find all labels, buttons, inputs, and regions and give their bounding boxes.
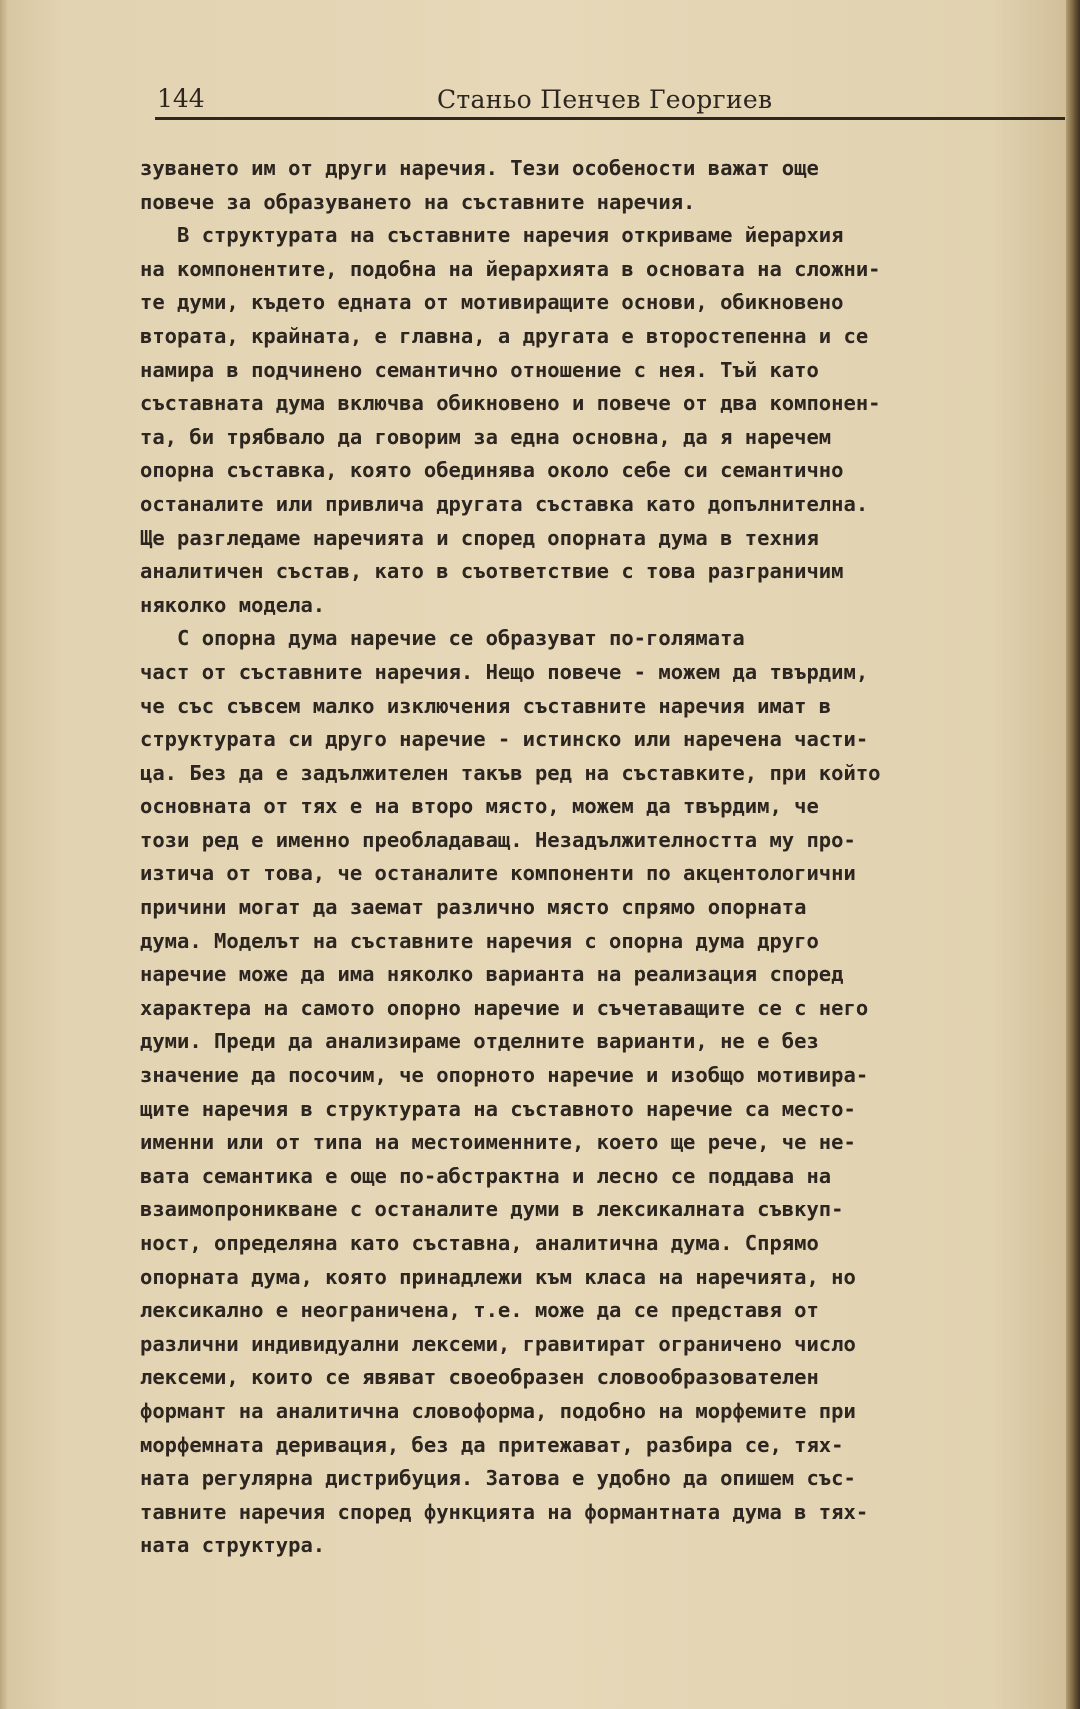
- page-number: 144: [157, 84, 205, 113]
- text-line: ност, определяна като съставна, аналитична дума. Спрямо: [140, 1231, 819, 1255]
- text-line: щите наречия в структурата на съставното наречие са место-: [140, 1096, 856, 1121]
- text-line: причини могат да заемат различно място спрямо опорната: [140, 895, 807, 920]
- text-line: характера на самото опорно наречие и съчетаващите се с него: [140, 995, 869, 1020]
- text-line: та, би трябвало да говорим за една основна, да я наречем: [140, 424, 832, 449]
- text-line: на компонентите, подобна на йерархията в основата на сложни-: [140, 256, 881, 281]
- text-line: вата семантика е още по-абстрактна и лесно се поддава на: [140, 1163, 832, 1188]
- text-line: В структурата на съставните наречия откриваме йерархия: [140, 223, 844, 248]
- text-line: именни или от типа на местоименните, което ще рече, че не-: [140, 1130, 856, 1155]
- text-line: зуването им от други наречия. Тези особености важат още: [140, 156, 819, 180]
- text-line: ната регулярна дистрибуция. Затова е удобно да опишем със-: [140, 1466, 856, 1491]
- text-line: С опорна дума наречие се образуват по-голямата: [140, 626, 745, 651]
- header-rule: [155, 117, 1065, 120]
- text-line: структурата си друго наречие - истинско или наречена части-: [140, 727, 869, 752]
- text-line: останалите или привлича другата съставка като допълнителна.: [140, 491, 869, 516]
- page-left-edge-shadow: [0, 0, 8, 1709]
- text-line: формант на аналитична словоформа, подобно на морфемите при: [140, 1398, 856, 1423]
- text-line: повече за образуването на съставните наречия.: [140, 189, 696, 214]
- text-line: изтича от това, че останалите компоненти по акцентологични: [140, 861, 856, 886]
- text-line: ца. Без да е задължителен такъв ред на съставките, при който: [140, 760, 881, 785]
- text-line: аналитичен състав, като в съответствие с това разграничим: [140, 559, 844, 584]
- text-line: думи. Преди да анализираме отделните варианти, не е без: [140, 1029, 819, 1054]
- text-line: наречие може да има няколко варианта на реализация според: [140, 962, 844, 987]
- running-head: Станьо Пенчев Георгиев: [437, 85, 773, 114]
- text-line: опорната дума, която принадлежи към класа на наречията, но: [140, 1264, 856, 1289]
- text-line: че със съвсем малко изключения съставните наречия имат в: [140, 693, 832, 718]
- text-line: различни индивидуални лексеми, гравитират ограничено число: [140, 1331, 856, 1356]
- text-line: няколко модела.: [140, 592, 326, 617]
- text-line: ната структура.: [140, 1533, 326, 1558]
- body-text: [140, 152, 1058, 1563]
- text-line: взаимопроникване с останалите думи в лексикалната съвкуп-: [140, 1197, 844, 1222]
- text-line: дума. Моделът на съставните наречия с опорна дума друго: [140, 928, 819, 953]
- text-line: морфемната деривация, без да притежават, разбира се, тях-: [140, 1432, 844, 1457]
- text-line: лексикално е неограничена, т.е. може да се представя от: [140, 1298, 819, 1323]
- text-line: тавните наречия според функцията на формантната дума в тях-: [140, 1499, 869, 1524]
- text-line: Ще разгледаме наречията и според опорната дума в техния: [140, 525, 819, 550]
- text-line: значение да посочим, че опорното наречие и изобщо мотивира-: [140, 1063, 869, 1088]
- text-line: втората, крайната, е главна, а другата е второстепенна и се: [140, 323, 869, 348]
- text-line: част от съставните наречия. Нещо повече - можем да твърдим,: [140, 659, 869, 684]
- text-line: те думи, където едната от мотивиращите основи, обикновено: [140, 290, 844, 315]
- text-line: съставната дума включва обикновено и повече от два компонен-: [140, 391, 881, 416]
- text-line: опорна съставка, която обединява около себе си семантично: [140, 458, 844, 483]
- text-line: основната от тях е на второ място, можем да твърдим, че: [140, 794, 819, 819]
- text-line: лексеми, които се явяват своеобразен словообразователен: [140, 1365, 819, 1390]
- book-spine-edge: [1066, 0, 1080, 1709]
- page-header: [155, 82, 1060, 122]
- text-line: този ред е именно преобладаващ. Незадължителността му про-: [140, 827, 856, 852]
- text-line: намира в подчинено семантично отношение с нея. Тъй като: [140, 357, 819, 382]
